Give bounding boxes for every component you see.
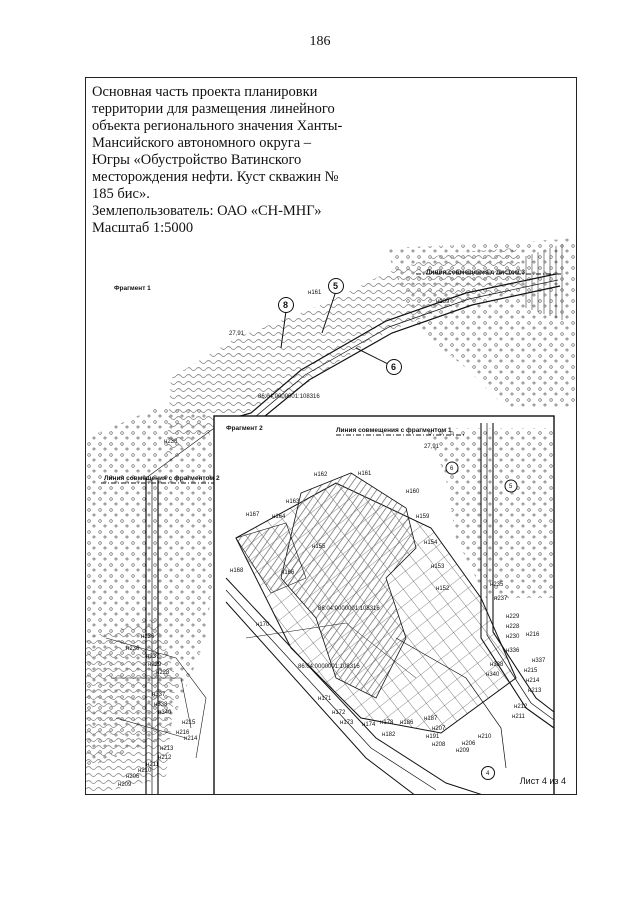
callout-number: 5 <box>509 484 513 490</box>
point-label: н210 <box>478 734 492 740</box>
title-line: Мансийского автономного округа – <box>92 135 312 151</box>
point-label: н237 <box>146 654 160 660</box>
title-line: объекта регионального значения Ханты- <box>92 118 343 134</box>
point-label: н210 <box>138 768 152 774</box>
fragment-2-label: Фрагмент 2 <box>226 425 263 432</box>
point-label: н172 <box>332 710 346 716</box>
fragment-2-inset <box>214 416 554 795</box>
title-block <box>92 84 382 237</box>
point-label: н153 <box>431 564 445 570</box>
point-label: н215 <box>524 668 538 674</box>
title-line: месторождения нефти. Куст скважин № <box>92 169 339 185</box>
point-label: н211 <box>146 762 159 768</box>
point-label: н228 <box>506 624 520 630</box>
point-label: н206 <box>126 774 140 780</box>
point-label: н209 <box>456 748 470 754</box>
elevation-mark-2: 27,91 <box>424 444 440 450</box>
point-label: н337 <box>152 692 166 698</box>
point-label: н191 <box>426 734 440 740</box>
point-label: н212 <box>514 704 528 710</box>
point-label: н213 <box>528 688 542 694</box>
point-label: н208 <box>432 742 446 748</box>
point-label: н212 <box>158 755 172 761</box>
point-label: н186 <box>400 720 414 726</box>
cadastral-number-2: 86:04:0000001:108316 <box>318 606 380 612</box>
map-sheet-frame <box>85 77 577 795</box>
elevation-mark-1: 27,91 <box>229 331 245 337</box>
point-label: н340 <box>486 672 500 678</box>
point-label: н161 <box>308 290 322 296</box>
callout-number: 6 <box>391 362 397 372</box>
match-line-fragment1-label: Линия совмещения с фрагментом 1 <box>336 427 452 434</box>
callout-number: 5 <box>333 281 339 291</box>
point-label: н174 <box>362 722 376 728</box>
point-label: н340 <box>158 710 172 716</box>
point-label: н229 <box>148 662 162 668</box>
point-label: н173 <box>340 720 354 726</box>
sheet-label: Лист 4 из 4 <box>519 776 566 786</box>
point-label: н239 <box>436 299 450 305</box>
cadastral-number-3: 86:04:0000001:108316 <box>298 664 360 670</box>
point-label: н154 <box>424 540 438 546</box>
point-label: н159 <box>416 514 430 520</box>
point-label: н163 <box>286 499 300 505</box>
point-label: н216 <box>176 730 190 736</box>
callout-number: 4 <box>486 771 490 777</box>
title-line: 185 бис». <box>92 186 150 202</box>
point-label: н235 <box>490 582 504 588</box>
point-label: н214 <box>526 678 540 684</box>
fragment-1-label: Фрагмент 1 <box>114 285 151 292</box>
callout-number: 8 <box>283 300 289 310</box>
point-label: н228 <box>156 670 170 676</box>
point-label: н238 <box>164 439 178 445</box>
point-label: н236 <box>141 634 155 640</box>
point-label: н214 <box>184 736 198 742</box>
point-label: н337 <box>532 658 546 664</box>
point-label: н216 <box>526 632 540 638</box>
point-label: н236 <box>126 646 140 652</box>
point-label: н230 <box>506 634 520 640</box>
cadastral-number-1: 86:04:0000001:108316 <box>258 394 320 400</box>
point-label: н178 <box>380 720 394 726</box>
point-label: н338 <box>154 702 168 708</box>
point-label: н207 <box>432 726 446 732</box>
point-label: н187 <box>424 716 438 722</box>
point-label: н229 <box>506 614 520 620</box>
point-label: н215 <box>182 720 196 726</box>
point-label: н162 <box>314 472 328 478</box>
point-label: н182 <box>382 732 396 738</box>
scale: Масштаб 1:5000 <box>92 220 194 236</box>
point-label: н167 <box>246 512 260 518</box>
point-label: н211 <box>512 714 525 720</box>
point-label: н152 <box>436 586 450 592</box>
point-label: н155 <box>312 544 326 550</box>
point-label: н338 <box>490 662 504 668</box>
match-line-sheet3-label: Линия совмещения с листом 3 <box>426 269 525 276</box>
title-line: Основная часть проекта планировки <box>92 84 318 100</box>
page-number: 186 <box>309 34 331 49</box>
point-label: н168 <box>230 568 244 574</box>
callout-number: 6 <box>450 466 454 472</box>
title-line: территории для размещения линейного <box>92 101 335 117</box>
point-label: н336 <box>506 648 520 654</box>
match-line-fragment2-label: Линия совмещения с фрагментом 2 <box>104 475 220 482</box>
point-label: н171 <box>318 696 332 702</box>
point-label: н164 <box>272 514 286 520</box>
point-label: н206 <box>462 741 476 747</box>
point-label: н209 <box>118 782 132 788</box>
point-label: н166 <box>281 570 295 576</box>
point-label: н237 <box>494 596 508 602</box>
land-user: Землепользователь: ОАО «СН-МНГ» <box>92 203 322 219</box>
point-label: н170 <box>256 622 270 628</box>
point-label: н161 <box>358 471 372 477</box>
title-line: Югры «Обустройство Ватинского <box>92 152 302 168</box>
point-label: н213 <box>160 746 174 752</box>
point-label: н160 <box>406 489 420 495</box>
